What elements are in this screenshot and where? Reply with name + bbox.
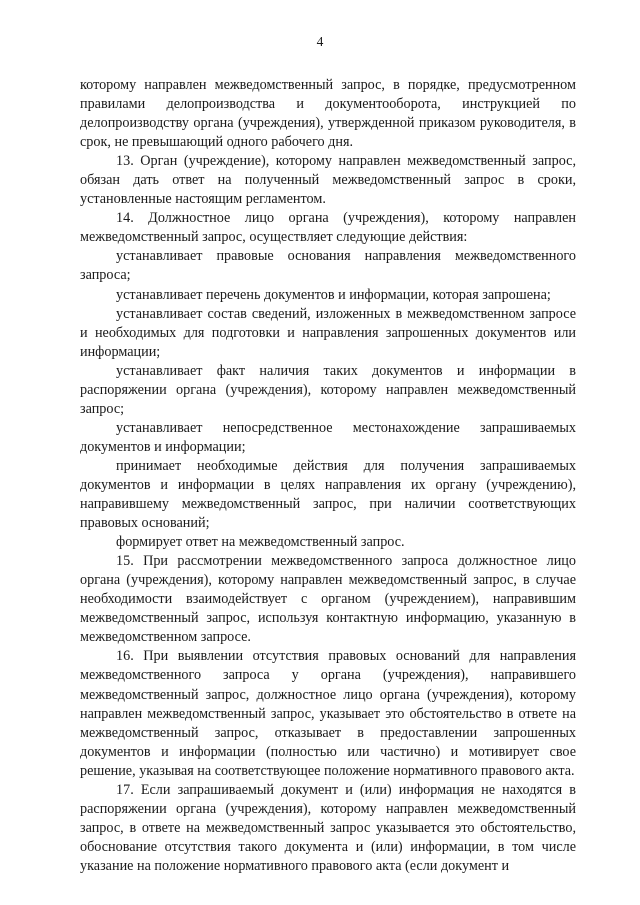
document-body (80, 76, 576, 876)
paragraph-14-item-form-response: формирует ответ на межведомственный запрос. (116, 534, 405, 551)
paragraph-14-item-document-list: устанавливает перечень документов и информации, которая запрошена; (116, 286, 551, 303)
paragraph-14-item-obtain-actions: принимает необходимые действия для получения запрашиваемых документов и информации в целях направления их органу (учреждению), направившему межведомственный запрос, при наличии соответствующих правовых оснований; (80, 457, 576, 532)
paragraph-13: 13. Орган (учреждение), которому направлен межведомственный запрос, обязан дать ответ на полученный межведомственный запрос в сроки, установленные настоящим регламентом. (80, 153, 576, 208)
paragraph-14-item-information-scope: устанавливает состав сведений, изложенных в межведомственном запросе и необходимых для подготовки и направления запрошенных документов или информации; (80, 305, 576, 360)
paragraph-14-item-location: устанавливает непосредственное местонахождение запрашиваемых документов и информации; (80, 419, 576, 455)
paragraph-14-item-availability: устанавливает факт наличия таких документов и информации в распоряжении органа (учреждения), которому направлен межведомственный запрос; (80, 362, 576, 417)
paragraph-17: 17. Если запрашиваемый документ и (или) информация не находятся в распоряжении органа (учреждения), которому направлен межведомственный запрос, в ответе на межведомственный запрос указывается это обстоятельство, обоснование отсутствия такого документа и (или) информации, в том числе указание на положение нормативного правового акта (если документ и (80, 781, 576, 874)
paragraph-14-item-legal-grounds: устанавливает правовые основания направления межведомственного запроса; (80, 248, 576, 284)
paragraph-15: 15. При рассмотрении межведомственного запроса должностное лицо органа (учреждения), которому направлен межведомственный запрос, в случае необходимости взаимодействует с органом (учреждением), направившим межведомственный запрос, используя контактную информацию, указанную в межведомственном запросе. (80, 553, 576, 646)
page-number: 4 (316, 34, 324, 49)
paragraph-continuation: которому направлен межведомственный запрос, в порядке, предусмотренном правилами делопроизводства и документооборота, инструкцией по делопроизводству органа (учреждения), утвержденной приказом руководителя, в срок, не превышающий одного рабочего дня. (80, 77, 576, 151)
paragraph-14: 14. Должностное лицо органа (учреждения), которому направлен межведомственный запрос, осуществляет следующие действия: (80, 210, 576, 246)
paragraph-16: 16. При выявлении отсутствия правовых оснований для направления межведомственного запроса у органа (учреждения), направившего межведомственный запрос, должностное лицо органа (учреждения), которому направлен межведомственный запрос, указывает это обстоятельство в ответе на межведомственный запрос, отказывает в предоставлении запрошенных документов и информации (полностью или частично) и мотивирует свое решение, указывая на соответствующее положение нормативного правового акта. (80, 648, 576, 779)
